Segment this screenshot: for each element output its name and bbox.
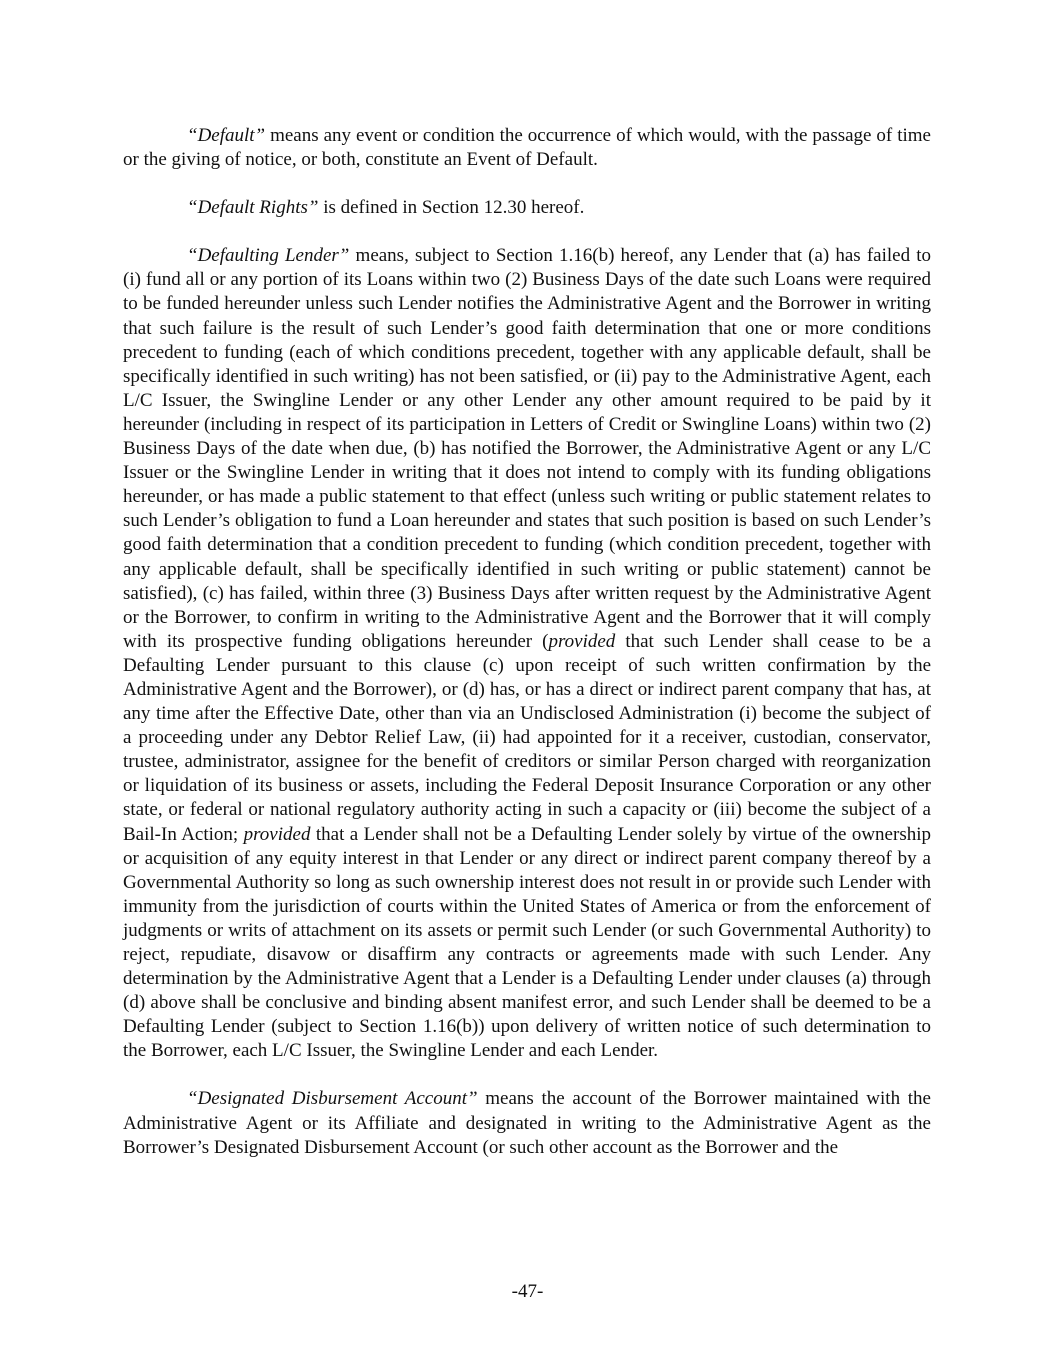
defined-term: “Defaulting Lender”	[187, 245, 350, 267]
defined-term: “Designated Disbursement Account”	[187, 1088, 478, 1110]
definition-text: that a Lender shall not be a Defaulting Lender solely by virtue of the ownership or acquisition of any equity interest in that Lender or any direct or indirect parent company thereof by a Governmental Authority so long as such ownership interest does not result in or provide such Lender with immunity from the jurisdiction of courts within the United States of America or from the enforcement of judgments or writs of attachment on its assets or permit such Lender (or such Governmental Authority) to reject, repudiate, disavow or disaffirm any contracts or agreements made with such Lender. Any determination by the Administrative Agent that a Lender is a Defaulting Lender under clauses (a) through (d) above shall be conclusive and binding absent manifest error, and such Lender shall be deemed to be a Defaulting Lender (subject to Section 1.16(b)) upon delivery of written notice of such determination to the Borrower, each L/C Issuer, the Swingline Lender and each Lender.	[123, 823, 931, 1062]
definition-text: means the account of the Borrower maintained with the Administrative Agent or its Affiliate and designated in writing to the Administrative Agent as the Borrower’s Designated Disbursement Account (or such other account as the Borrower and the	[123, 1088, 931, 1158]
provided-term: provided	[243, 823, 311, 845]
definition-text: means, subject to Section 1.16(b) hereof, any Lender that (a) has failed to (i) fund all or any portion of its Loans within two (2) Business Days of the date such Loans were required to be funded hereunder unless such Lender notifies the Administrative Agent and the Borrower in writing that such failure is the result of such Lender’s good faith determination that one or more conditions precedent to funding (each of which conditions precedent, together with any applicable default, shall be specifically identified in such writing) has not been satisfied, or (ii) pay to the Administrative Agent, each L/C Issuer, the Swingline Lender or any other Lender any other amount required to be paid by it hereunder (including in respect of its participation in Letters of Credit or Swingline Loans) within two (2) Business Days of the date when due, (b) has notified the Borrower, the Administrative Agent or any L/C Issuer or the Swingline Lender in writing that it does not intend to comply with its funding obligations hereunder, or has made a public statement to that effect (unless such writing or public statement relates to such Lender’s obligation to fund a Loan hereunder and states that such position is based on such Lender’s good faith determination that a condition precedent to funding (which condition precedent, together with any applicable default, shall be specifically identified in such writing or public statement) cannot be satisfied), (c) has failed, within three (3) Business Days after written request by the Administrative Agent or the Borrower, to confirm in writing to the Administrative Agent and the Borrower that it will comply with its prospective funding obligations hereunder (	[123, 245, 932, 652]
definition-default-rights	[123, 196, 931, 220]
defined-term: “Default Rights”	[187, 197, 319, 219]
definition-defaulting-lender	[123, 244, 931, 1063]
definition-designated-disbursement-account	[123, 1087, 931, 1159]
definition-default	[123, 124, 931, 172]
definition-text: is defined in Section 12.30 hereof.	[318, 197, 585, 219]
provided-term: provided	[548, 630, 616, 652]
document-page	[123, 124, 931, 1160]
definition-text: means any event or condition the occurrence of which would, with the passage of time or the giving of notice, or both, constitute an Event of Default.	[123, 125, 931, 171]
defined-term: “Default”	[187, 125, 266, 146]
definition-text: that such Lender shall cease to be a Defaulting Lender pursuant to this clause (c) upon receipt of such written confirmation by the Administrative Agent and the Borrower), or (d) has, or has a direct or indirect parent company that has, at any time after the Effective Date, other than via an Undisclosed Administration (i) become the subject of a proceeding under any Debtor Relief Law, (ii) had appointed for it a receiver, custodian, conservator, trustee, administrator, assignee for the benefit of creditors or similar Person charged with reorganization or liquidation of its business or assets, including the Federal Deposit Insurance Corporation or any other state, or federal or national regulatory authority acting in such a capacity or (iii) become the subject of a Bail-In Action;	[123, 630, 931, 845]
page-number: -47-	[511, 1281, 544, 1302]
